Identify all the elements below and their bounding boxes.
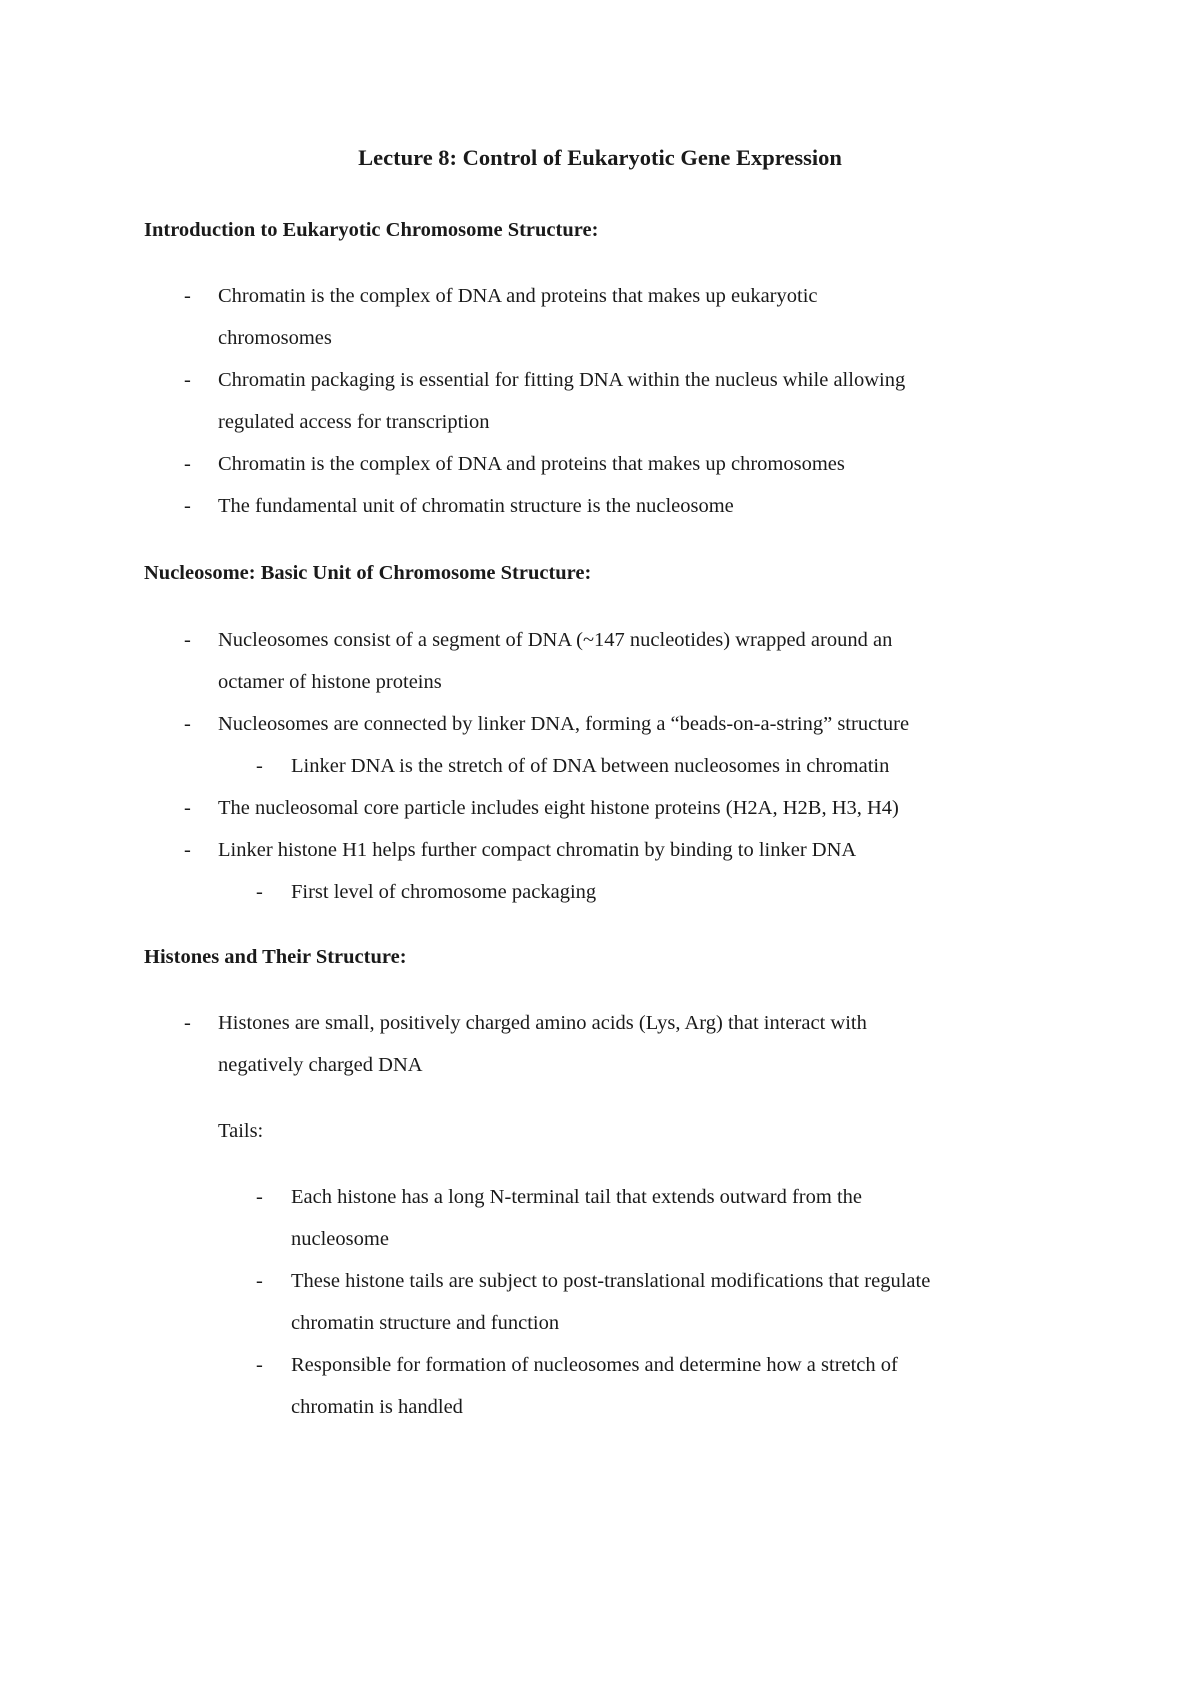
bullet-dash: -	[184, 797, 191, 819]
bullet-dash: -	[184, 453, 191, 475]
bullet-dash: -	[256, 1270, 263, 1292]
bullet-dash: -	[256, 755, 263, 777]
page-title: Lecture 8: Control of Eukaryotic Gene Expression	[358, 145, 842, 170]
bullet-dash: -	[184, 713, 191, 735]
section-heading-intro: Introduction to Eukaryotic Chromosome Structure:	[144, 219, 599, 241]
list-item: Chromatin is the complex of DNA and proteins that makes up eukaryotic	[218, 285, 818, 307]
sub-list-item: Linker DNA is the stretch of of DNA between nucleosomes in chromatin	[291, 755, 890, 777]
tails-subheading: Tails:	[218, 1120, 264, 1142]
list-item-continuation: regulated access for transcription	[218, 411, 490, 433]
bullet-dash: -	[256, 1354, 263, 1376]
list-item-continuation: chromosomes	[218, 327, 332, 349]
list-item-continuation: negatively charged DNA	[218, 1054, 423, 1076]
sub-list-item-continuation: chromatin structure and function	[291, 1312, 560, 1334]
bullet-dash: -	[256, 1186, 263, 1208]
sub-list-item-continuation: chromatin is handled	[291, 1396, 463, 1418]
section-heading-nucleosome: Nucleosome: Basic Unit of Chromosome Structure:	[144, 562, 592, 584]
bullet-dash: -	[184, 1012, 191, 1034]
list-item: Linker histone H1 helps further compact chromatin by binding to linker DNA	[218, 839, 857, 861]
sub-list-item: First level of chromosome packaging	[291, 881, 597, 903]
bullet-dash: -	[184, 285, 191, 307]
section-heading-histones: Histones and Their Structure:	[144, 946, 407, 968]
list-item: Histones are small, positively charged amino acids (Lys, Arg) that interact with	[218, 1012, 867, 1034]
list-item: The nucleosomal core particle includes eight histone proteins (H2A, H2B, H3, H4)	[218, 797, 899, 819]
bullet-dash: -	[184, 839, 191, 861]
sub-list-item: These histone tails are subject to post-translational modifications that regulate	[291, 1270, 931, 1292]
sub-list-item-continuation: nucleosome	[291, 1228, 389, 1250]
list-item: Nucleosomes are connected by linker DNA, forming a “beads-on-a-string” structure	[218, 713, 910, 735]
sub-list-item: Each histone has a long N-terminal tail that extends outward from the	[291, 1186, 862, 1208]
list-item: Nucleosomes consist of a segment of DNA (~147 nucleotides) wrapped around an	[218, 629, 893, 651]
sub-list-item: Responsible for formation of nucleosomes and determine how a stretch of	[291, 1354, 898, 1376]
bullet-dash: -	[184, 629, 191, 651]
list-item: Chromatin is the complex of DNA and proteins that makes up chromosomes	[218, 453, 845, 475]
bullet-dash: -	[184, 495, 191, 517]
bullet-dash: -	[184, 369, 191, 391]
list-item-continuation: octamer of histone proteins	[218, 671, 442, 693]
list-item: The fundamental unit of chromatin structure is the nucleosome	[218, 495, 734, 517]
bullet-dash: -	[256, 881, 263, 903]
list-item: Chromatin packaging is essential for fitting DNA within the nucleus while allowing	[218, 369, 906, 391]
